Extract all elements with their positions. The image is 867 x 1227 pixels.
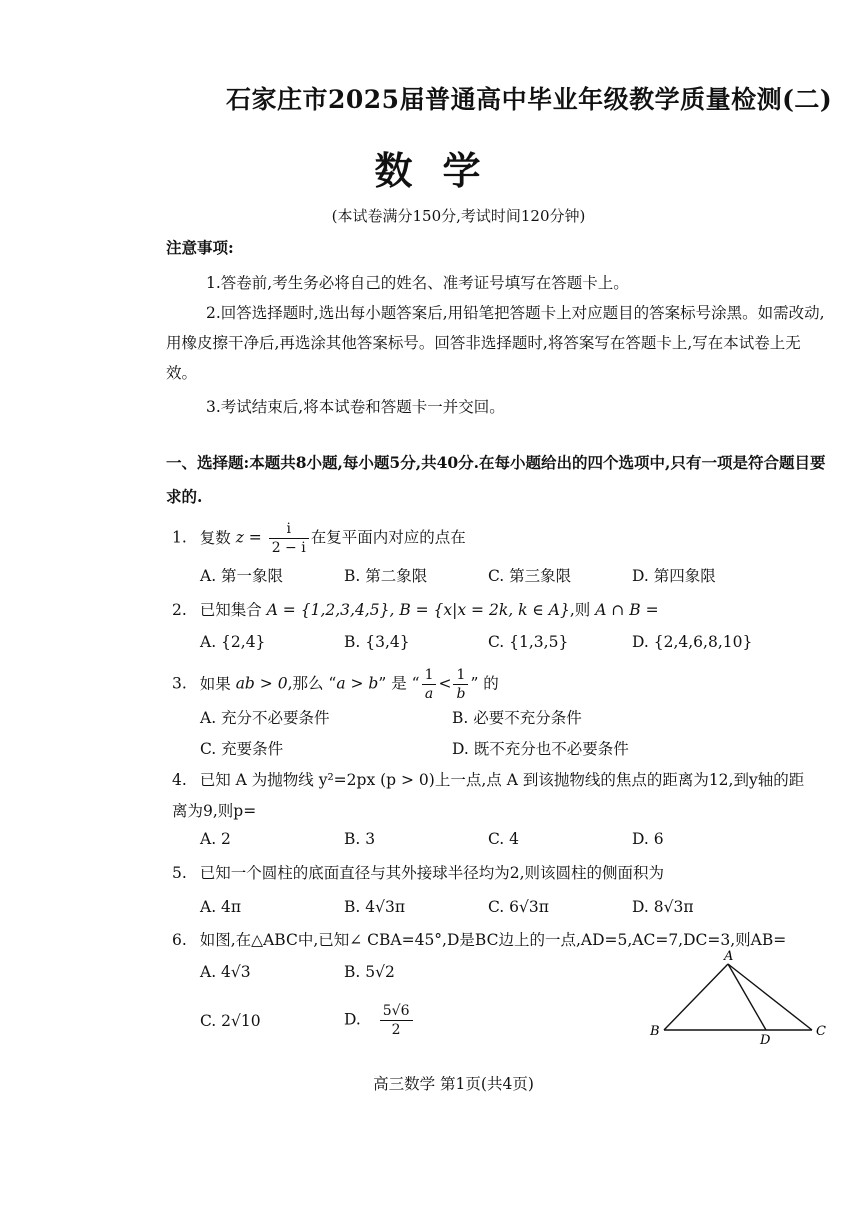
question-number: 6. [172, 931, 187, 949]
fraction-denominator: 2 − i [271, 540, 306, 556]
option-b[interactable]: B. 必要不充分条件 [452, 709, 582, 727]
condition-expression: ab > 0 [235, 674, 288, 693]
question-text: 如图,在△ABC中,已知∠ CBA=45°,D是BC边上的一点,AD=5,AC=7,DC=3,则AB= [199, 931, 787, 949]
option-d[interactable]: D. 第四象限 [632, 567, 716, 585]
option-c[interactable]: C. 第三象限 [488, 567, 572, 585]
option-b[interactable]: B. 5√2 [344, 963, 395, 981]
option-a[interactable]: A. {2,4} [200, 633, 266, 651]
vertex-label-b: B [650, 1024, 660, 1039]
segment-ac [728, 964, 812, 1030]
question-4 [172, 768, 804, 790]
question-text: ” 的 [470, 674, 499, 693]
option-c[interactable]: C. {1,3,5} [488, 633, 569, 651]
option-d[interactable]: D. 8√3π [632, 898, 694, 916]
question-number: 5. [172, 864, 187, 882]
fraction-numerator: i [269, 520, 309, 539]
question-3 [172, 666, 499, 703]
option-c[interactable]: C. 2√10 [200, 1012, 261, 1030]
question-5 [172, 861, 664, 883]
note-item: 2.回答选择题时,选出每小题答案后,用铅笔把答题卡上对应题目的答案标号涂黑。如需改动,用橡皮擦干净后,再选涂其他答案标号。回答非选择题时,将答案写在答题卡上,写在本试卷上无效。 [166, 304, 825, 382]
equals-sign: = [243, 528, 267, 547]
option-b[interactable]: B. 3 [344, 830, 376, 848]
option-a[interactable]: A. 4√3 [200, 963, 251, 981]
option-a[interactable]: A. 第一象限 [200, 567, 284, 585]
less-than-sign: < [438, 674, 452, 693]
question-text: 在复平面内对应的点在 [310, 528, 466, 547]
question-text: ” 是 “ [378, 674, 420, 693]
option-c[interactable]: C. 4 [488, 830, 520, 848]
question-text: 已知一个圆柱的底面直径与其外接球半径均为2,则该圆柱的侧面积为 [199, 864, 665, 882]
inequality-expression: a > b [336, 674, 379, 693]
question-1 [172, 520, 466, 557]
option-d[interactable]: D. 既不充分也不必要条件 [452, 740, 629, 758]
question-4-line-2: 离为9,则p= [172, 802, 257, 820]
option-c[interactable]: C. 充要条件 [200, 740, 284, 758]
fraction [380, 1002, 413, 1039]
question-number: 4. [172, 771, 187, 789]
subject-title: 数学 [374, 148, 511, 193]
fraction [453, 666, 468, 703]
question-number: 2. [172, 601, 187, 619]
intersection-expression: A ∩ B = [595, 601, 659, 619]
note-item: 3.考试结束后,将本试卷和答题卡一并交回。 [206, 398, 505, 416]
question-text: ,则 [569, 601, 591, 619]
variable: z [235, 528, 244, 547]
fraction-denominator: b [456, 686, 466, 702]
option-c[interactable]: C. 6√3π [488, 898, 549, 916]
notes-heading: 注意事项: [166, 238, 234, 257]
option-d[interactable]: D. {2,4,6,8,10} [632, 633, 753, 651]
question-number: 3. [172, 674, 187, 693]
option-b[interactable]: B. 4√3π [344, 898, 406, 916]
vertex-label-c: C [816, 1024, 826, 1039]
fraction [422, 666, 437, 703]
question-text: 已知 A 为抛物线 y²=2px (p > 0)上一点,点 A 到该抛物线的焦点的距离为12,到y轴的距 [199, 771, 805, 789]
exam-meta: (本试卷满分150分,考试时间120分钟) [331, 207, 586, 225]
question-text: ,那么 “ [287, 674, 337, 693]
vertex-label-d: D [760, 1033, 771, 1046]
fraction-denominator: 2 [380, 1020, 413, 1039]
option-b[interactable]: B. 第二象限 [344, 567, 428, 585]
segment-ad [728, 964, 766, 1030]
question-number: 1. [172, 528, 187, 547]
fraction-numerator: 1 [453, 666, 468, 685]
fraction-numerator: 1 [422, 666, 437, 685]
option-d[interactable] [344, 1002, 415, 1039]
option-a[interactable]: A. 4π [200, 898, 242, 916]
fraction-denominator: a [424, 686, 434, 702]
segment-ab [664, 964, 728, 1030]
note-item: 1.答卷前,考生务必将自己的姓名、准考证号填写在答题卡上。 [206, 274, 629, 292]
fraction [269, 520, 309, 557]
section-heading: 一、选择题:本题共8小题,每小题5分,共40分.在每小题给出的四个选项中,只有一项是符合题目要求的. [166, 453, 826, 506]
option-d[interactable]: D. 6 [632, 830, 664, 848]
question-text: 如果 [199, 674, 231, 693]
option-b[interactable]: B. {3,4} [344, 633, 410, 651]
triangle-figure [640, 946, 840, 1046]
vertex-label-a: A [724, 949, 734, 964]
option-label: D. [344, 1010, 361, 1029]
question-text: 复数 [199, 528, 231, 547]
set-expression: A = {1,2,3,4,5}, B = {x|x = 2k, k ∈ A} [266, 601, 570, 619]
question-text: 已知集合 [199, 601, 262, 619]
exam-title: 石家庄市2025届普通高中毕业年级教学质量检测(二) [226, 85, 833, 114]
page-footer: 高三数学 第1页(共4页) [373, 1075, 534, 1093]
question-2 [172, 598, 659, 620]
option-a[interactable]: A. 2 [200, 830, 231, 848]
option-a[interactable]: A. 充分不必要条件 [200, 709, 330, 727]
fraction-numerator: 5√6 [382, 1003, 410, 1019]
